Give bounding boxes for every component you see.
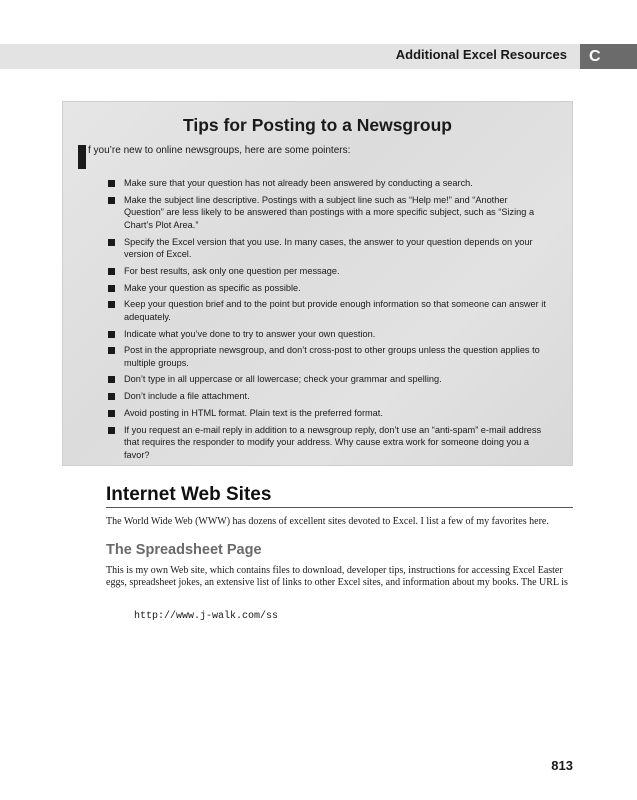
tip-item <box>108 344 548 369</box>
tip-item <box>108 373 548 386</box>
square-bullet-icon <box>108 268 115 275</box>
tip-text: Make your question as specific as possible. <box>124 282 301 293</box>
square-bullet-icon <box>108 393 115 400</box>
dropcap-letter <box>78 145 86 169</box>
square-bullet-icon <box>108 410 115 417</box>
chapter-tab <box>580 44 637 69</box>
sidebar-title: Tips for Posting to a Newsgroup <box>183 115 452 135</box>
tip-text: Specify the Excel version that you use. In many cases, the answer to your question depends on your version of Excel. <box>124 236 533 260</box>
tip-text: Don’t type in all uppercase or all lowercase; check your grammar and spelling. <box>124 374 442 385</box>
tip-text: Make sure that your question has not already been answered by conducting a search. <box>124 178 473 188</box>
tips-list <box>108 177 548 465</box>
tip-item <box>108 390 548 403</box>
tip-text: Avoid posting in HTML format. Plain text is the preferred format. <box>124 407 383 418</box>
sidebar-intro-text: f you’re new to online newsgroups, here are some pointers: <box>88 145 351 156</box>
square-bullet-icon <box>108 301 115 308</box>
page-number: 813 <box>551 758 573 773</box>
section-intro: The World Wide Web (WWW) has dozens of excellent sites devoted to Excel. I list a few of my favorites here. <box>106 516 549 527</box>
tip-text: Make the subject line descriptive. Postings with a subject line such as “Help me!” and “Another Question” are less likely to be answered than postings with a more specific subject, such as “Sizing a Chart’s Plot Area.” <box>124 194 535 230</box>
tip-text: Don’t include a file attachment. <box>124 391 250 402</box>
tips-sidebar <box>62 101 573 466</box>
section-heading: Internet Web Sites <box>106 484 573 508</box>
tip-text: If you request an e-mail reply in addition to a newsgroup reply, don’t use an “anti-spam” e-mail address that requires the responder to modify your address. Why cause extra work for someone doing you a favor? <box>124 424 542 460</box>
tip-item <box>108 282 548 295</box>
square-bullet-icon <box>108 427 115 434</box>
tip-item <box>108 298 548 323</box>
tip-item <box>108 194 548 232</box>
square-bullet-icon <box>108 239 115 246</box>
subsection-body: This is my own Web site, which contains files to download, developer tips, instructions for accessing Excel Easter eggs, spreadsheet jokes, an extensive list of links to other Excel sites, and information about my books. The URL is <box>106 565 568 589</box>
tip-text: Keep your question brief and to the point but provide enough information so that someone can answer it adequately. <box>124 299 546 322</box>
tip-text: For best results, ask only one question per message. <box>124 265 340 276</box>
square-bullet-icon <box>108 285 115 292</box>
tip-item <box>108 407 548 420</box>
chapter-letter: C <box>589 47 601 65</box>
tip-item <box>108 236 548 261</box>
subsection-heading: The Spreadsheet Page <box>106 542 262 558</box>
site-url: http://www.j-walk.com/ss <box>134 611 279 622</box>
square-bullet-icon <box>108 347 115 354</box>
square-bullet-icon <box>108 331 115 338</box>
square-bullet-icon <box>108 197 115 204</box>
tip-item <box>108 328 548 341</box>
tip-item <box>108 265 548 278</box>
tip-text: Indicate what you’ve done to try to answer your own question. <box>124 328 376 339</box>
tip-text: Post in the appropriate newsgroup, and don’t cross-post to other groups unless the question applies to multiple groups. <box>124 345 540 368</box>
running-header-title: Additional Excel Resources <box>395 47 567 62</box>
tip-item <box>108 177 548 190</box>
square-bullet-icon <box>108 180 115 187</box>
tip-item <box>108 424 548 462</box>
square-bullet-icon <box>108 376 115 383</box>
